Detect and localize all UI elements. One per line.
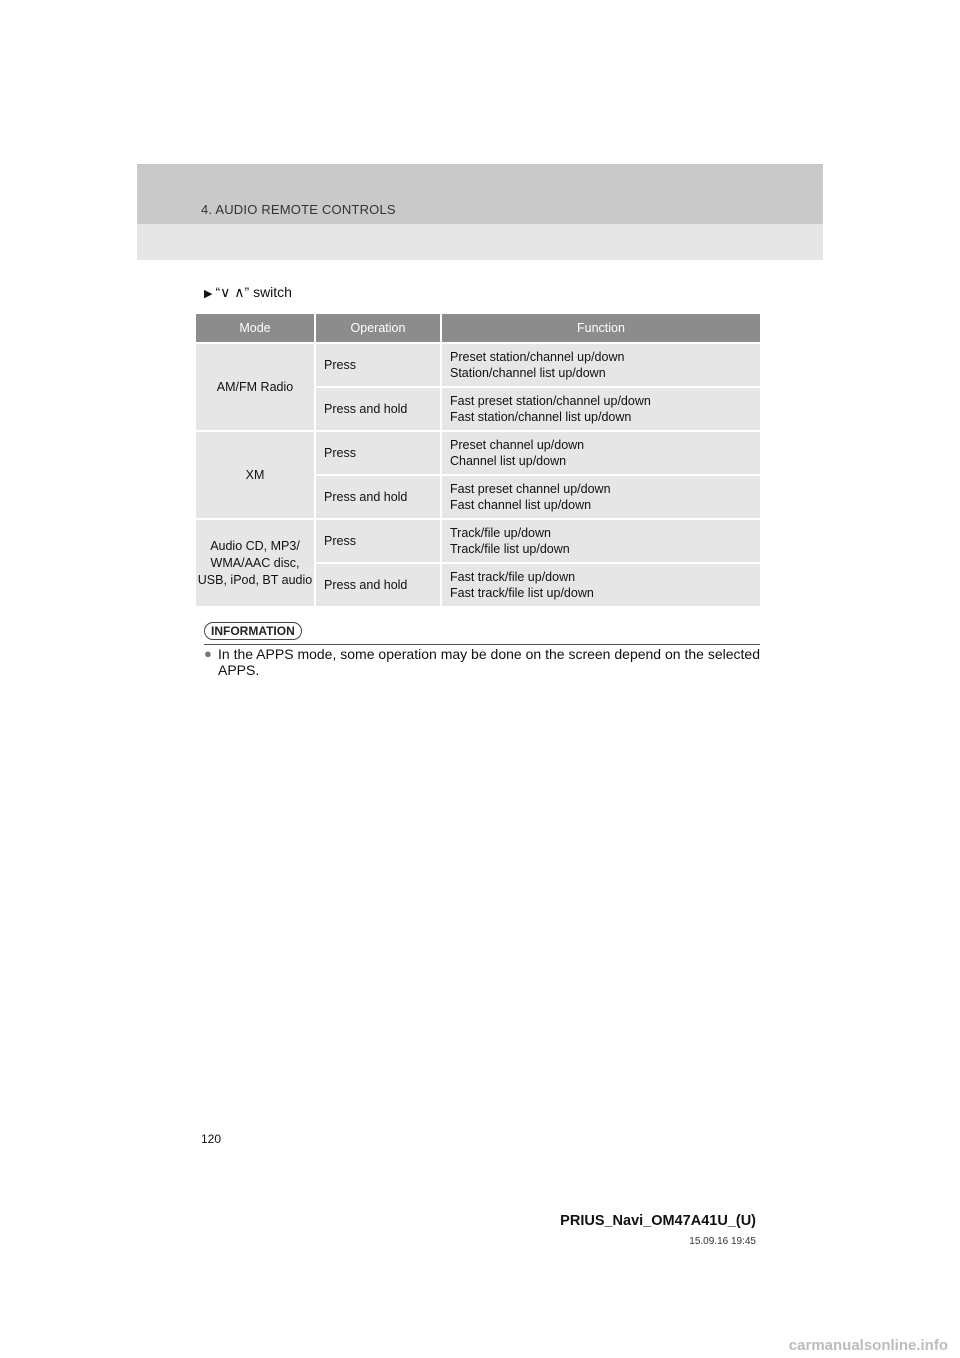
information-text: In the APPS mode, some operation may be done on the screen depend on the selected APPS.: [218, 646, 760, 678]
function-cell: [441, 387, 760, 431]
function-line: Fast channel list up/down: [450, 498, 592, 512]
function-cell: [441, 519, 760, 563]
operation-cell: Press and hold: [315, 563, 441, 606]
operation-cell: Press: [315, 519, 441, 563]
function-cell: [441, 563, 760, 606]
operation-cell: Press and hold: [315, 475, 441, 519]
function-line: Channel list up/down: [450, 454, 567, 468]
switch-heading: [204, 284, 292, 301]
print-timestamp: 15.09.16 19:45: [689, 1236, 756, 1247]
function-line: Track/file list up/down: [450, 542, 570, 556]
mode-cell: AM/FM Radio: [196, 343, 315, 431]
mode-cell: Audio CD, MP3/ WMA/AAC disc, USB, iPod, BT audio: [196, 519, 315, 606]
watermark: carmanualsonline.info: [788, 1337, 948, 1354]
table-row: [196, 431, 760, 475]
mode-cell: XM: [196, 431, 315, 519]
switch-heading-text: “∨ ∧” switch: [215, 284, 292, 300]
table-row: [196, 343, 760, 387]
function-cell: [441, 475, 760, 519]
operation-cell: Press and hold: [315, 387, 441, 431]
triangle-bullet-icon: ▶: [204, 288, 213, 300]
information-note: [204, 646, 760, 678]
information-divider: [204, 644, 760, 645]
table-header-row: [196, 314, 760, 343]
function-line: Fast preset channel up/down: [450, 482, 611, 496]
function-line: Track/file up/down: [450, 526, 551, 540]
operations-table: [196, 314, 760, 606]
function-line: Preset station/channel up/down: [450, 350, 625, 364]
function-line: Fast preset station/channel up/down: [450, 394, 651, 408]
function-cell: [441, 431, 760, 475]
operation-cell: Press: [315, 343, 441, 387]
document-id: PRIUS_Navi_OM47A41U_(U): [560, 1213, 756, 1229]
circle-bullet-icon: ●: [204, 646, 212, 661]
function-line: Preset channel up/down: [450, 438, 585, 452]
function-line: Fast track/file up/down: [450, 570, 576, 584]
function-line: Fast track/file list up/down: [450, 586, 594, 600]
column-header-mode: Mode: [196, 314, 315, 343]
function-line: Station/channel list up/down: [450, 366, 606, 380]
function-cell: [441, 343, 760, 387]
information-badge: INFORMATION: [204, 622, 302, 640]
header-sub-band: [137, 224, 823, 260]
table-row: [196, 519, 760, 563]
section-title: 4. AUDIO REMOTE CONTROLS: [201, 202, 396, 217]
function-line: Fast station/channel list up/down: [450, 410, 632, 424]
page-number: 120: [201, 1132, 222, 1146]
column-header-operation: Operation: [315, 314, 441, 343]
column-header-function: Function: [441, 314, 760, 343]
operation-cell: Press: [315, 431, 441, 475]
